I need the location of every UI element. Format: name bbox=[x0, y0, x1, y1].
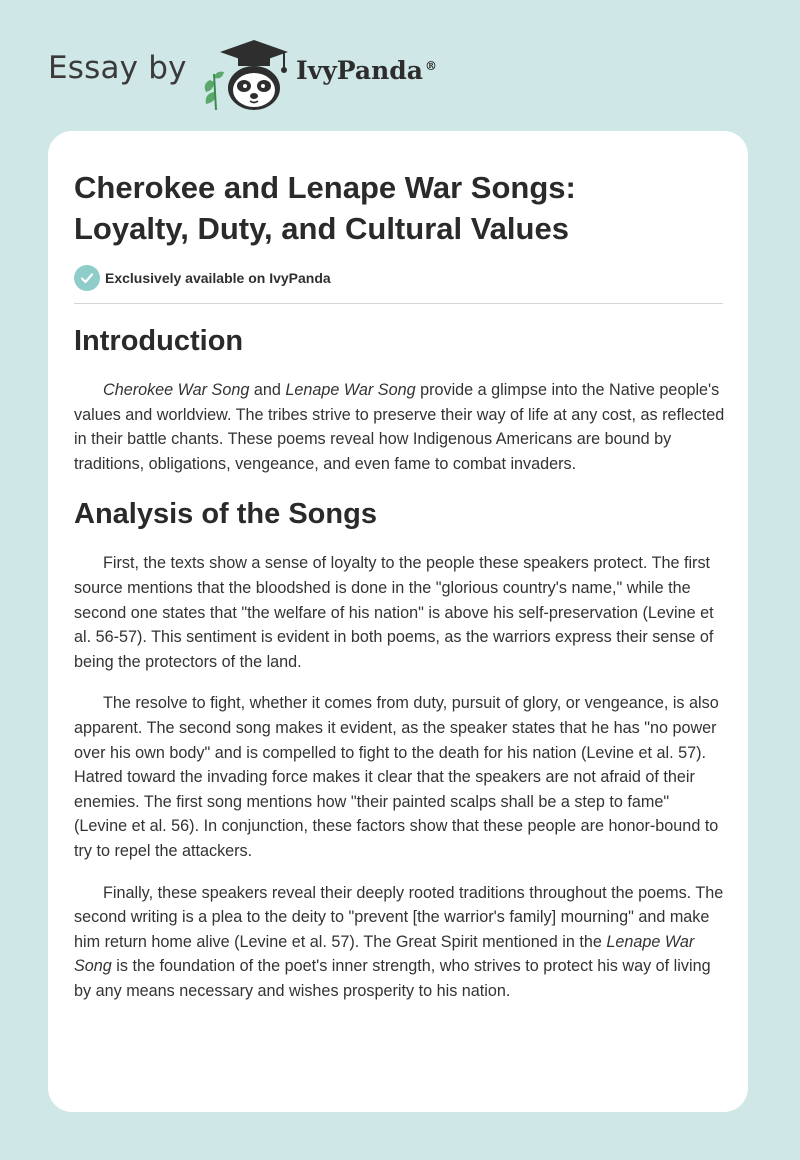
paragraph bbox=[74, 378, 726, 476]
text-span: and bbox=[249, 381, 286, 399]
section-heading-analysis: Analysis of the Songs bbox=[74, 498, 377, 531]
text-span: provide a glimpse into the Native people's values and worldview. The tribes strive to preserve their way of life at any cost, as reflected in their battle chants. These poems reveal how Indigenous Americans are bound by traditions, obligations, vengeance, and even fame to combat invaders. bbox=[74, 381, 725, 473]
italic-title: Lenape War Song bbox=[285, 381, 416, 399]
badge-text: Exclusively available on IvyPanda bbox=[105, 270, 331, 286]
paragraph: First, the texts show a sense of loyalty to the people these speakers protect. The first source mentions that the bloodshed is done in the "glorious country's name," while the second one states that "the welfare of his nation" is above his self-preservation (Levine et al. 56-57). This sentiment is evident in both poems, as the warriors express their sense of being the protectors of the land. bbox=[74, 554, 714, 671]
text-span: is the foundation of the poet's inner strength, who strives to protect his way of living by any means necessary and wishes prosperity to his nation. bbox=[74, 957, 711, 1000]
panda-graduate-icon[interactable] bbox=[198, 34, 294, 114]
page-title bbox=[74, 167, 724, 249]
article-body bbox=[74, 321, 726, 1003]
divider bbox=[74, 303, 723, 304]
title-line-2: Loyalty, Duty, and Cultural Values bbox=[74, 211, 569, 246]
brand-name-text: IvyPanda bbox=[296, 56, 423, 85]
title-line-1: Cherokee and Lenape War Songs: bbox=[74, 170, 576, 205]
registered-mark: ® bbox=[424, 58, 437, 73]
paragraph: The resolve to fight, whether it comes from duty, pursuit of glory, or vengeance, is also apparent. The second song makes it evident, as the speaker states that he has "no power over his own body" and is compelled to fight to the death for his nation (Levine et al. 57). Hatred toward the invading force makes it clear that the speakers are not afraid of their enemies. The first song mentions how "their painted scalps shall be a step to fame" (Levine et al. 56). In conjunction, these factors show that these people are honor-bound to try to repel the attackers. bbox=[74, 694, 719, 860]
check-circle-icon bbox=[74, 265, 100, 291]
text-span: Finally, these speakers reveal their deeply rooted traditions throughout the poems. The second writing is a plea to the deity to "prevent [the warrior's family] mourning" and make him return home alive (Levine et al. 57). The Great Spirit mentioned in the bbox=[74, 883, 724, 951]
italic-title: Lenape War Song bbox=[74, 932, 695, 976]
essay-by-label: Essay by bbox=[48, 50, 187, 86]
site-header bbox=[48, 34, 752, 114]
brand-name[interactable] bbox=[296, 56, 437, 85]
essay-card bbox=[48, 131, 748, 1112]
paragraph bbox=[74, 881, 726, 1004]
section-heading-introduction: Introduction bbox=[74, 325, 244, 357]
exclusive-badge bbox=[74, 265, 331, 291]
italic-title: Cherokee War Song bbox=[103, 381, 250, 399]
